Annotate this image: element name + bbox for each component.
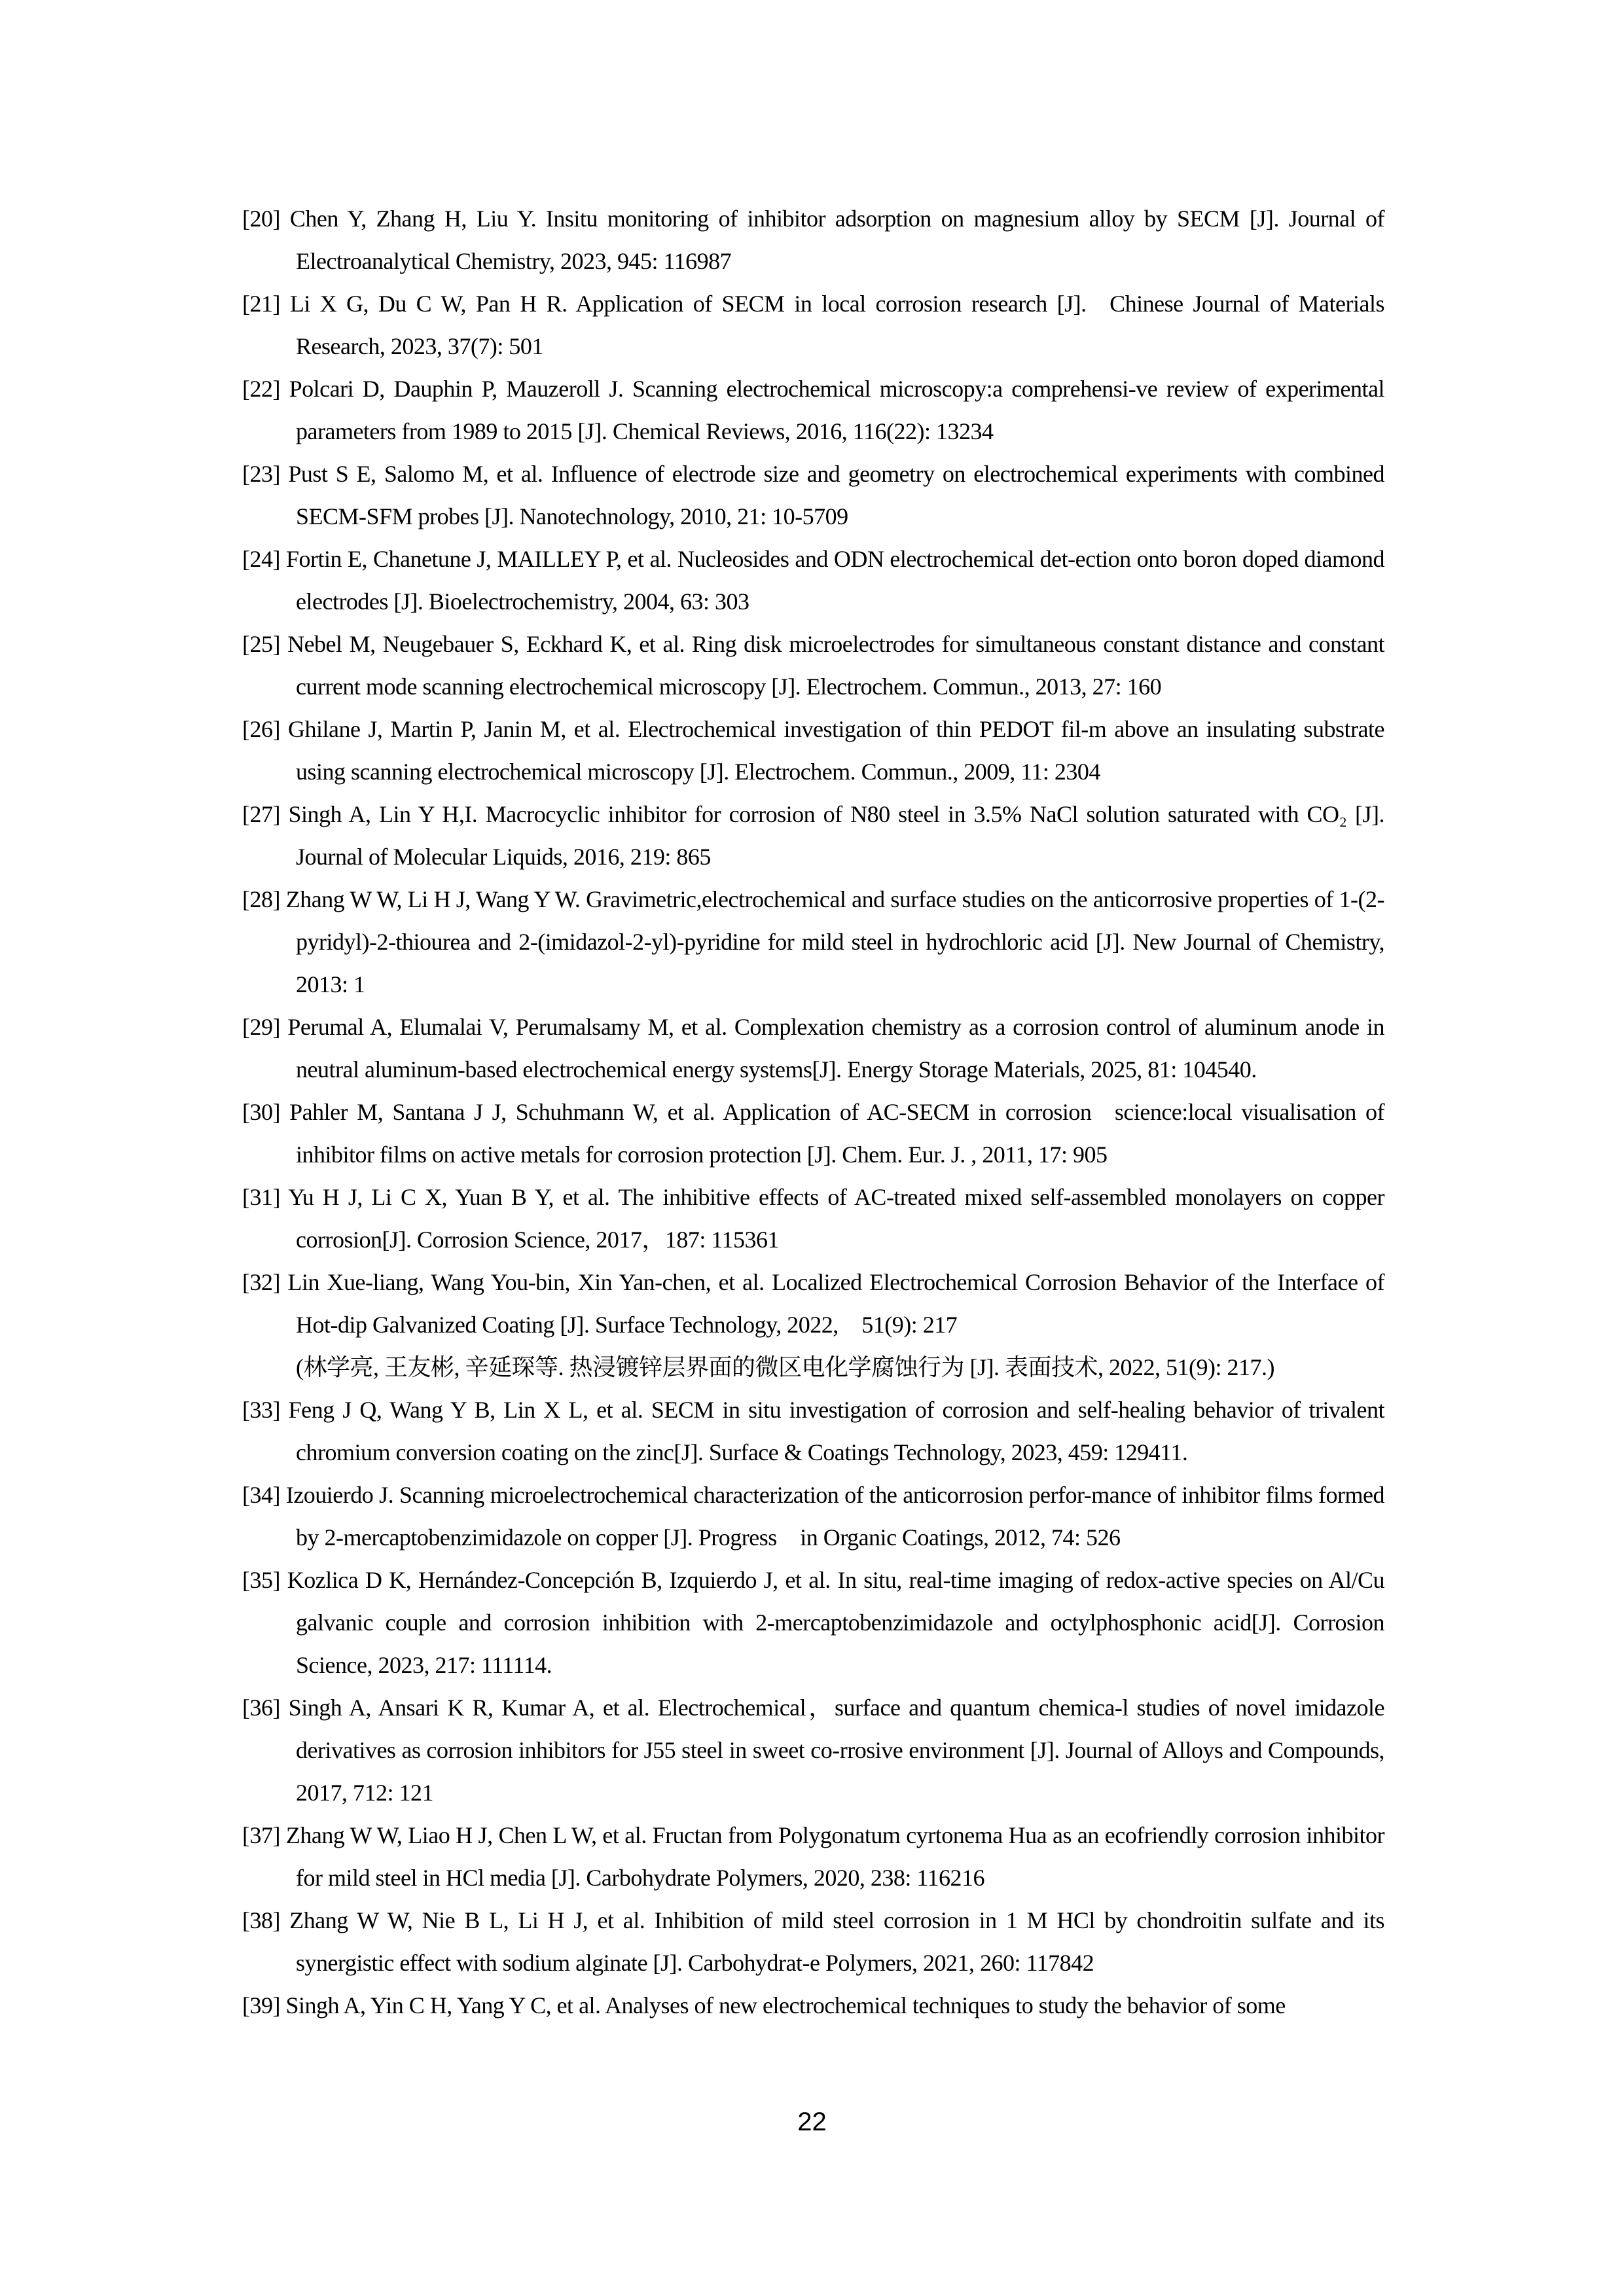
reference-label: [22] <box>242 376 280 402</box>
reference-label: [31] <box>242 1184 280 1210</box>
reference-text: Polcari D, Dauphin P, Mauzeroll J. Scanning electrochemical microscopy:a comprehensi-ve review of experimental parameters from 1989 to 2015 [J]. Chemical Reviews, 2016, 116(22): 13234 <box>289 376 1385 444</box>
reference-text: Fortin E, Chanetune J, MAILLEY P, et al. Nucleosides and ODN electrochemical det-ection onto boron doped diamond electrodes [J]. Bioelectrochemistry, 2004, 63: 303 <box>285 546 1385 615</box>
reference-text: Nebel M, Neugebauer S, Eckhard K, et al. Ring disk microelectrodes for simultaneous constant distance and constant current mode scanning electrochemical microscopy [J]. Electrochem. Commun., 2013, 27: 160 <box>287 631 1385 700</box>
reference-item <box>242 1006 1384 1091</box>
reference-text: Ghilane J, Martin P, Janin M, et al. Electrochemical investigation of thin PEDOT fil-m above an insulating substrate using scanning electrochemical microscopy [J]. Electrochem. Commun., 2009, 11: 2304 <box>287 716 1385 785</box>
reference-text: Yu H J, Li C X, Yuan B Y, et al. The inhibitive effects of AC-treated mixed self-assembled monolayers on copper corrosion[J]. Corrosion Science, 2017，187: 115361 <box>288 1184 1384 1253</box>
reference-label: [28] <box>242 886 280 912</box>
reference-item <box>242 1899 1384 1984</box>
reference-item <box>242 878 1384 1006</box>
reference-text: Singh A, Yin C H, Yang Y C, et al. Analyses of new electrochemical techniques to study the behavior of some <box>285 1992 1286 2018</box>
reference-label: [21] <box>242 291 280 317</box>
reference-text: Lin Xue-liang, Wang You-bin, Xin Yan-chen, et al. Localized Electrochemical Corrosion Behavior of the Interface of Hot-dip Galvanized Coating [J]. Surface Technology, 2022, 51(9): 217 <box>287 1269 1385 1338</box>
reference-label: [20] <box>242 206 280 232</box>
reference-label: [39] <box>242 1992 280 2018</box>
reference-text: Chen Y, Zhang H, Liu Y. Insitu monitoring of inhibitor adsorption on magnesium alloy by SECM [J]. Journal of Electroanalytical Chemistry, 2023, 945: 116987 <box>289 206 1385 274</box>
reference-item <box>242 1474 1384 1559</box>
reference-text: Zhang W W, Liao H J, Chen L W, et al. Fructan from Polygonatum cyrtonema Hua as an ecofriendly corrosion inhibitor for mild steel in HCl media [J]. Carbohydrate Polymers, 2020, 238: 116216 <box>285 1822 1384 1891</box>
reference-item <box>242 708 1384 793</box>
reference-label: [23] <box>242 461 280 487</box>
reference-item <box>242 1389 1384 1474</box>
reference-item <box>242 538 1384 623</box>
reference-label: [35] <box>242 1567 280 1593</box>
reference-item <box>242 283 1384 368</box>
reference-item <box>242 1261 1384 1389</box>
reference-text: Zhang W W, Li H J, Wang Y W. Gravimetric,electrochemical and surface studies on the anticorrosive properties of 1-(2-pyridyl)-2-thiourea and 2-(imidazol-2-yl)-pyridine for mild steel in hydrochloric acid [J]. New Journal of Chemistry, 2013: 1 <box>285 886 1385 997</box>
reference-label: [34] <box>242 1482 280 1508</box>
reference-text: Pust S E, Salomo M, et al. Influence of electrode size and geometry on electrochemical experiments with combined SECM-SFM probes [J]. Nanotechnology, 2010, 21: 10-5709 <box>288 461 1384 529</box>
references-list <box>242 198 1384 2027</box>
reference-text: Izouierdo J. Scanning microelectrochemical characterization of the anticorrosion perfor-mance of inhibitor films formed by 2-mercaptobenzimidazole on copper [J]. Progress in Organic Coatings, 2012, 74: 526 <box>285 1482 1384 1551</box>
reference-text: Li X G, Du C W, Pan H R. Application of SECM in local corrosion research [J]. Chinese Journal of Materials Research, 2023, 37(7): 501 <box>289 291 1384 359</box>
reference-item <box>242 1814 1384 1899</box>
reference-label: [24] <box>242 546 280 572</box>
reference-label: [27] <box>242 801 280 827</box>
reference-text: Zhang W W, Nie B L, Li H J, et al. Inhibition of mild steel corrosion in 1 M HCl by chondroitin sulfate and its synergistic effect with sodium alginate [J]. Carbohydrat-e Polymers, 2021, 260: 117842 <box>289 1907 1384 1976</box>
reference-text: Perumal A, Elumalai V, Perumalsamy M, et al. Complexation chemistry as a corrosion control of aluminum anode in neutral aluminum-based electrochemical energy systems[J]. Energy Storage Materials, 2025, 81: 104540. <box>287 1014 1385 1083</box>
reference-item <box>242 1091 1384 1176</box>
reference-text: Pahler M, Santana J J, Schuhmann W, et al. Application of AC-SECM in corrosion science:local visualisation of inhibitor films on active metals for corrosion protection [J]. Chem. Eur. J. , 2011, 17: 905 <box>289 1099 1384 1168</box>
reference-label: [25] <box>242 631 280 657</box>
reference-label: [26] <box>242 716 280 742</box>
reference-item <box>242 793 1384 878</box>
reference-item <box>242 198 1384 283</box>
reference-item <box>242 1984 1384 2027</box>
reference-item <box>242 1176 1384 1261</box>
reference-item <box>242 623 1384 708</box>
page-footer <box>0 2106 1624 2138</box>
reference-label: [32] <box>242 1269 280 1295</box>
reference-item <box>242 1559 1384 1687</box>
reference-label: [30] <box>242 1099 280 1125</box>
reference-item <box>242 1687 1384 1814</box>
reference-text: Feng J Q, Wang Y B, Lin X L, et al. SECM in situ investigation of corrosion and self-healing behavior of trivalent chromium conversion coating on the zinc[J]. Surface & Coatings Technology, 2023, 459: 129411. <box>288 1397 1384 1465</box>
reference-label: [29] <box>242 1014 280 1040</box>
reference-label: [33] <box>242 1397 280 1423</box>
reference-label: [36] <box>242 1695 280 1721</box>
reference-text-cjk: (林学亮, 王友彬, 辛延琛等. 热浸镀锌层界面的微区电化学腐蚀行为 [J]. 表面技术, 2022, 51(9): 217.) <box>296 1354 1274 1380</box>
reference-text: Singh A, Lin Y H,I. Macrocyclic inhibitor for corrosion of N80 steel in 3.5% NaCl solution saturated with CO₂ [J]. Journal of Molecular Liquids, 2016, 219: 865 <box>288 801 1384 870</box>
reference-label: [38] <box>242 1907 280 1933</box>
reference-text: Singh A, Ansari K R, Kumar A, et al. Electrochemical，surface and quantum chemica-l studies of novel imidazole derivatives as corrosion inhibitors for J55 steel in sweet co-rrosive environment [J]. Journal of Alloys and Compounds, 2017, 712: 121 <box>288 1695 1384 1806</box>
page-number: 22 <box>797 2108 827 2136</box>
reference-item <box>242 453 1384 538</box>
reference-text: Kozlica D K, Hernández-Concepción B, Izquierdo J, et al. In situ, real-time imaging of redox-active species on Al/Cu galvanic couple and corrosion inhibition with 2-mercaptobenzimidazole and octylphosphonic acid[J]. Corrosion Science, 2023, 217: 111114. <box>287 1567 1384 1678</box>
reference-label: [37] <box>242 1822 280 1848</box>
reference-item <box>242 368 1384 453</box>
